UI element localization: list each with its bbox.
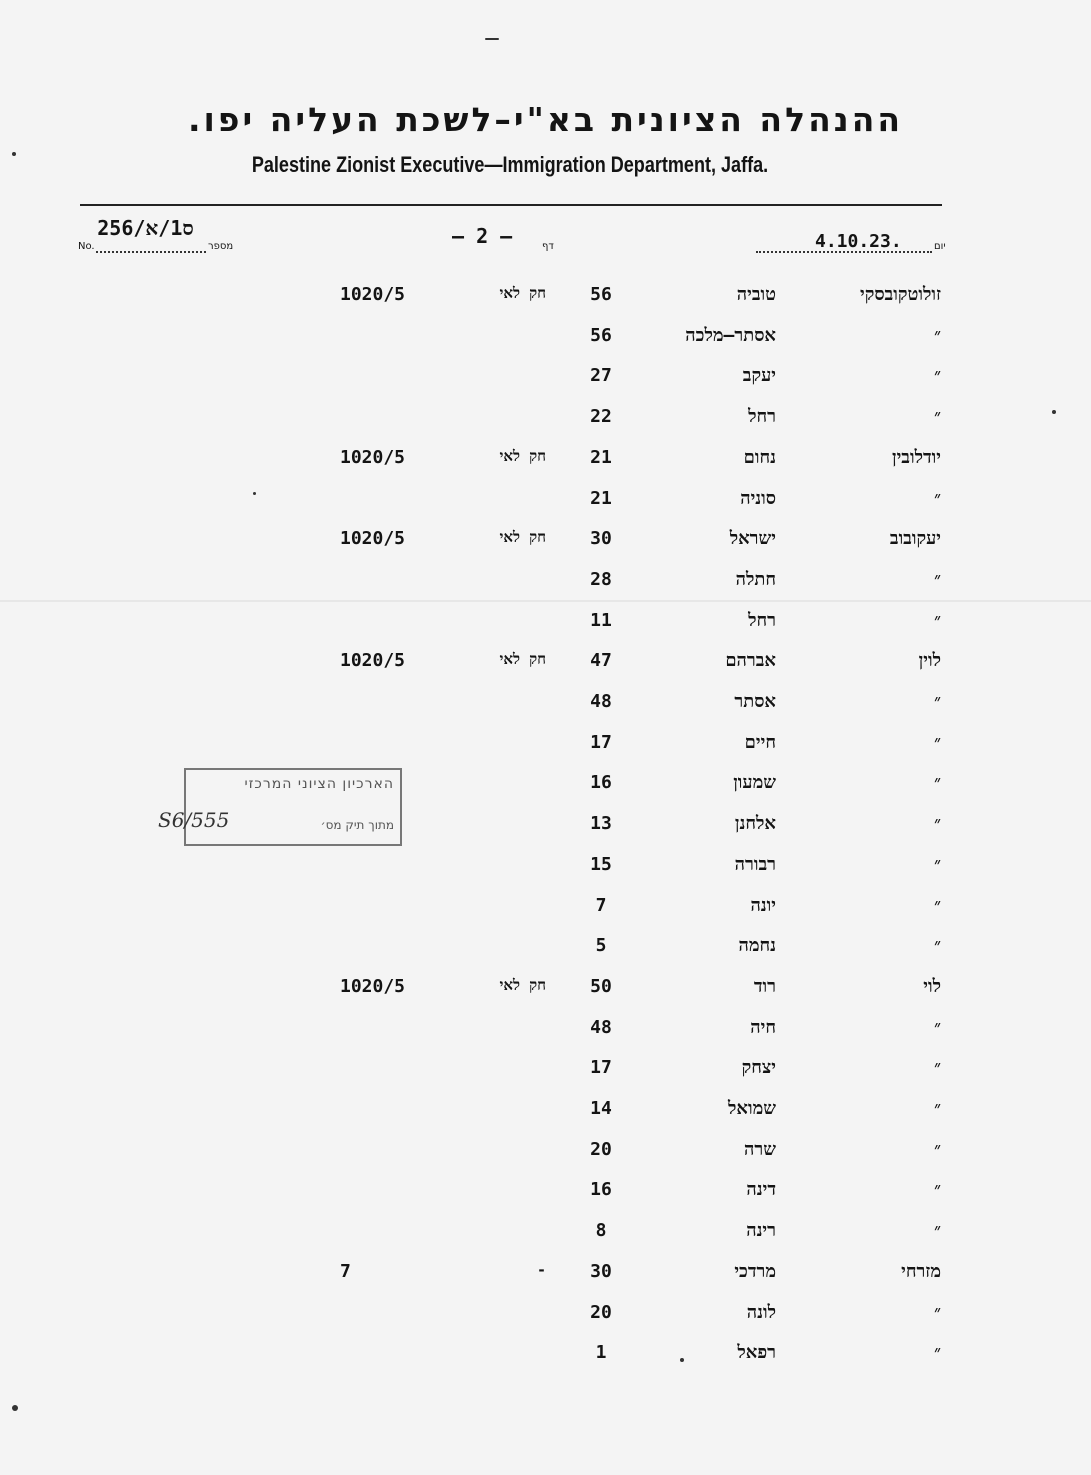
row-firstname: יצחק: [741, 1057, 776, 1078]
row-reference: 1020/5: [340, 528, 406, 549]
row-firstname: שמעון: [733, 772, 776, 793]
row-firstname: יעקב: [742, 365, 776, 386]
row-status: חק לאי: [499, 447, 546, 465]
row-firstname: ישראל: [729, 528, 776, 549]
row-firstname: חיים: [744, 732, 776, 753]
row-surname: לוין: [918, 650, 941, 671]
row-age: 17: [590, 1057, 612, 1078]
row-surname: ״: [934, 325, 941, 346]
row-reference: 1020/5: [340, 447, 406, 468]
stamp-line-2: מתוך תיק מס׳: [320, 818, 394, 832]
row-surname: מזרחי: [901, 1261, 941, 1282]
row-surname: ״: [934, 1302, 941, 1323]
row-age: 22: [590, 406, 612, 427]
row-firstname: אלחנן: [734, 813, 776, 834]
row-firstname: דינה: [746, 1179, 776, 1200]
header-rule: [80, 204, 942, 206]
row-firstname: יונה: [750, 895, 776, 916]
letterhead-hebrew-title: ההנהלה הציונית בא"י–לשכת העליה יפו.: [187, 100, 904, 139]
row-status: חק לאי: [499, 976, 546, 994]
row-age: 56: [590, 325, 612, 346]
row-surname: ״: [934, 1179, 941, 1200]
row-reference: 1020/5: [340, 650, 406, 671]
row-surname: ״: [934, 569, 941, 590]
row-age: 21: [590, 488, 612, 509]
row-firstname: מרדכי: [734, 1261, 776, 1282]
row-surname: ״: [934, 488, 941, 509]
row-age: 28: [590, 569, 612, 590]
row-age: 48: [590, 1017, 612, 1038]
row-firstname: רוד: [753, 976, 776, 997]
row-age: 56: [590, 284, 612, 305]
stamp-handwritten-number: S6/555: [158, 808, 230, 832]
row-firstname: טוביה: [736, 284, 776, 305]
row-status: חק לאי: [499, 650, 546, 668]
row-surname: ״: [934, 365, 941, 386]
row-age: 13: [590, 813, 612, 834]
row-firstname: נחמה: [738, 935, 776, 956]
row-age: 48: [590, 691, 612, 712]
row-status: -: [536, 1261, 546, 1279]
row-surname: ״: [934, 895, 941, 916]
row-surname: ״: [934, 813, 941, 834]
row-age: 27: [590, 365, 612, 386]
row-surname: ״: [934, 406, 941, 427]
row-firstname: רינה: [746, 1220, 776, 1241]
row-firstname: אסתר: [734, 691, 776, 712]
paper-mark: [485, 38, 499, 40]
row-age: 20: [590, 1139, 612, 1160]
row-surname: ״: [934, 1342, 941, 1363]
row-surname: ״: [934, 854, 941, 875]
row-surname: ״: [934, 691, 941, 712]
row-age: 1: [595, 1342, 607, 1363]
number-label-he: מספר: [208, 241, 234, 252]
row-firstname: רפאל: [737, 1342, 776, 1363]
row-age: 16: [590, 772, 612, 793]
row-firstname: שרה: [744, 1139, 776, 1160]
row-age: 21: [590, 447, 612, 468]
row-age: 30: [590, 528, 612, 549]
row-reference: 7: [340, 1261, 351, 1282]
row-age: 30: [590, 1261, 612, 1282]
paper-crease: [0, 600, 1091, 602]
row-surname: ״: [934, 1098, 941, 1119]
row-age: 16: [590, 1179, 612, 1200]
row-surname: ״: [934, 1139, 941, 1160]
row-surname: ״: [934, 1057, 941, 1078]
row-age: 14: [590, 1098, 612, 1119]
row-firstname: רחל: [748, 406, 776, 427]
row-firstname: חתלה: [735, 569, 776, 590]
row-status: חק לאי: [499, 284, 546, 302]
row-age: 47: [590, 650, 612, 671]
row-surname: ״: [934, 610, 941, 631]
row-reference: 1020/5: [340, 976, 406, 997]
row-firstname: אברהם: [725, 650, 776, 671]
row-age: 17: [590, 732, 612, 753]
row-surname: ״: [934, 1017, 941, 1038]
row-surname: יודלובין: [892, 447, 941, 468]
row-firstname: אסתר–מלכה: [685, 325, 776, 346]
row-age: 7: [595, 895, 607, 916]
row-age: 11: [590, 610, 612, 631]
row-firstname: חיה: [750, 1017, 776, 1038]
row-status: חק לאי: [499, 528, 546, 546]
paper-speck: [12, 152, 16, 156]
letterhead-english-title: Palestine Zionist Executive—Immigration Department, Jaffa.: [251, 152, 769, 177]
archive-stamp: [184, 768, 402, 846]
paper-speck: [680, 1358, 684, 1362]
row-firstname: לונה: [746, 1302, 776, 1323]
paper-speck: [12, 1405, 18, 1411]
stamp-line-1: הארכיון הציוני המרכזי: [244, 776, 394, 792]
paper-speck: [1052, 410, 1056, 414]
row-firstname: רחל: [748, 610, 776, 631]
row-reference: 1020/5: [340, 284, 406, 305]
date-label: יום: [934, 241, 946, 252]
row-firstname: שמואל: [728, 1098, 776, 1119]
row-surname: זולוטקובסקי: [859, 284, 941, 305]
page-label: דף: [542, 241, 554, 252]
row-age: 50: [590, 976, 612, 997]
row-age: 15: [590, 854, 612, 875]
row-surname: יעקובוב: [889, 528, 941, 549]
row-age: 20: [590, 1302, 612, 1323]
row-surname: ״: [934, 935, 941, 956]
number-value: ס1/א/256: [97, 216, 194, 240]
row-firstname: רבורה: [734, 854, 776, 875]
page-value: – 2 –: [452, 224, 513, 248]
number-label-en: No.: [78, 241, 95, 252]
row-age: 5: [595, 935, 607, 956]
row-firstname: סוניה: [740, 488, 776, 509]
date-value: 4.10.23.: [815, 231, 902, 252]
row-surname: ״: [934, 1220, 941, 1241]
row-firstname: נחום: [743, 447, 776, 468]
row-surname: לוי: [923, 976, 941, 997]
row-surname: ״: [934, 732, 941, 753]
row-surname: ״: [934, 772, 941, 793]
row-age: 8: [595, 1220, 607, 1241]
number-dotted-line: [96, 251, 206, 253]
paper-speck: [253, 492, 256, 495]
